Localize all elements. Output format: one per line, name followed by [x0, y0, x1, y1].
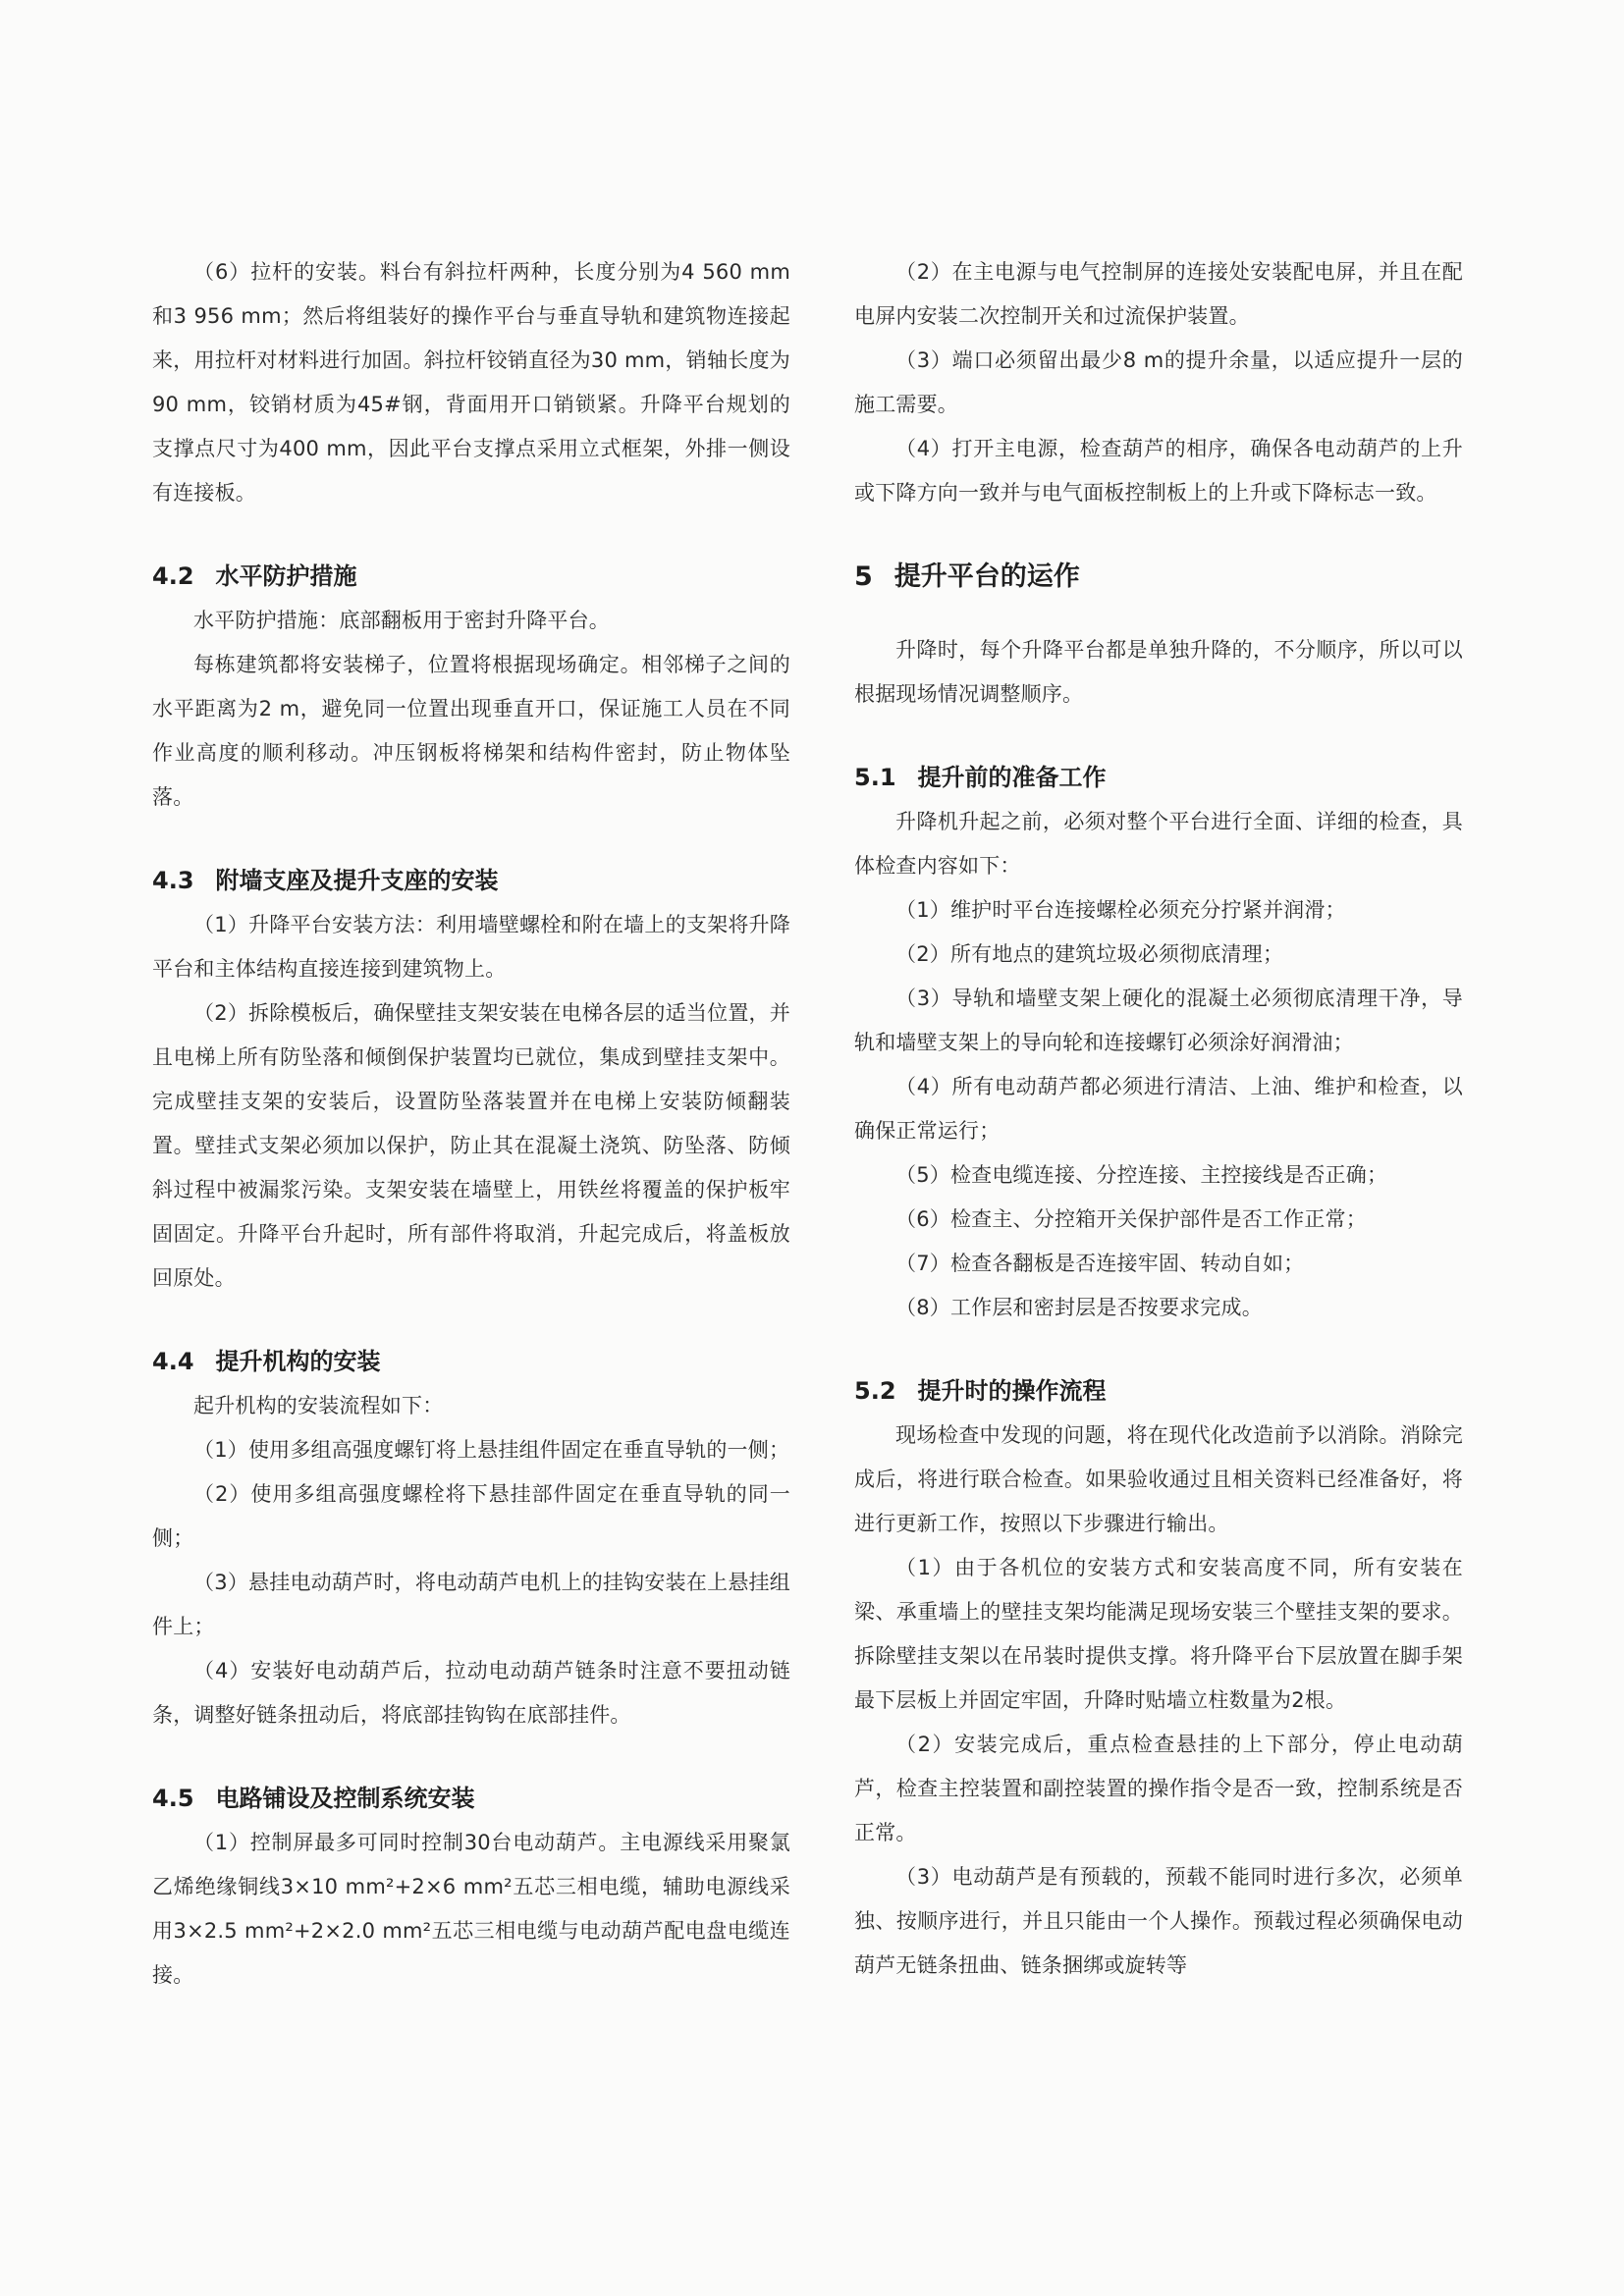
section-heading-5 [854, 555, 1463, 599]
section-number: 5.2 [854, 1377, 896, 1405]
paragraph-6-tie-rod-installation: （6）拉杆的安装。料台有斜拉杆两种，长度分别为4 560 mm和3 956 mm；然后将组装好的操作平台与垂直导轨和建筑物连接起来，用拉杆对材料进行加固。斜拉杆铰销直径为30 mm，销轴长度为90 mm，铰销材质为45#钢，背面用开口销锁紧。升降平台规划的支撑点尺寸为400 mm，因此平台支撑点采用立式框架，外排一侧设有连接板。 [152, 260, 790, 505]
paragraph-5-1-item-7: （7）检查各翻板是否连接牢固、转动自如； [895, 1252, 1305, 1275]
paragraph-inspection-intro: 升降机升起之前，必须对整个平台进行全面、详细的检查，具体检查内容如下： [854, 810, 1463, 878]
section-heading-4-5 [152, 1777, 790, 1821]
paragraph-5-2-item-1: （1）由于各机位的安装方式和安装高度不同，所有安装在梁、承重墙上的壁挂支架均能满足现场安装三个壁挂支架的要求。拆除壁挂支架以在吊装时提供支撑。将升降平台下层放置在脚手架最下层板上并固定牢固，升降时贴墙立柱数量为2根。 [854, 1556, 1463, 1712]
paragraph-hoist-intro: 起升机构的安装流程如下： [193, 1394, 444, 1417]
paragraph-lifting-order: 升降时，每个升降平台都是单独升降的，不分顺序，所以可以根据现场情况调整顺序。 [854, 638, 1463, 706]
section-title: 提升平台的运作 [893, 561, 1080, 592]
paragraph-5-2-item-2: （2）安装完成后，重点检查悬挂的上下部分，停止电动葫芦，检查主控装置和副控装置的操作指令是否一致，控制系统是否正常。 [854, 1733, 1463, 1844]
paragraph-horizontal-protection: 水平防护措施：底部翻板用于密封升降平台。 [193, 609, 610, 632]
section-heading-4-3 [152, 859, 790, 903]
paragraph-4-4-item-2: （2）使用多组高强度螺栓将下悬挂部件固定在垂直导轨的同一侧； [152, 1482, 790, 1550]
section-number: 5.1 [854, 764, 896, 791]
section-heading-4-4 [152, 1340, 790, 1384]
section-number: 4.4 [152, 1348, 194, 1375]
right-column [854, 250, 1463, 1988]
section-number: 5 [854, 561, 873, 592]
section-number: 4.5 [152, 1785, 194, 1812]
section-title: 水平防护措施 [215, 562, 357, 590]
section-title: 提升前的准备工作 [917, 764, 1107, 791]
section-heading-5-1 [854, 756, 1463, 800]
paragraph-5-2-item-3: （3）电动葫芦是有预载的，预载不能同时进行多次，必须单独、按顺序进行，并且只能由一个人操作。预载过程必须确保电动葫芦无链条扭曲、链条捆绑或旋转等 [854, 1865, 1463, 1977]
section-title: 提升时的操作流程 [917, 1377, 1107, 1405]
section-heading-4-2 [152, 555, 790, 599]
paragraph-ladders: 每栋建筑都将安装梯子，位置将根据现场确定。相邻梯子之间的水平距离为2 m，避免同一位置出现垂直开口，保证施工人员在不同作业高度的顺利移动。冲压钢板将梯架和结构件密封，防止物体坠落。 [152, 653, 790, 809]
paragraph-5-1-item-1: （1）维护时平台连接螺栓必须充分拧紧并润滑； [895, 898, 1346, 922]
paragraph-5-1-item-3: （3）导轨和墙壁支架上硬化的混凝土必须彻底清理干净，导轨和墙壁支架上的导向轮和连接螺钉必须涂好润滑油； [854, 987, 1463, 1054]
section-title: 电路铺设及控制系统安装 [215, 1785, 475, 1812]
paragraph-4-5-item-1: （1）控制屏最多可同时控制30台电动葫芦。主电源线采用聚氯乙烯绝缘铜线3×10 mm²+2×6 mm²五芯三相电缆，辅助电源线采用3×2.5 mm²+2×2.0 mm²五芯三相电缆与电动葫芦配电盘电缆连接。 [152, 1831, 790, 1987]
paragraph-5-1-item-2: （2）所有地点的建筑垃圾必须彻底清理； [895, 942, 1284, 966]
section-number: 4.2 [152, 562, 194, 590]
paragraph-4-5-item-4: （4）打开主电源，检查葫芦的相序，确保各电动葫芦的上升或下降方向一致并与电气面板控制板上的上升或下降标志一致。 [854, 437, 1463, 505]
section-title: 提升机构的安装 [215, 1348, 381, 1375]
left-column [152, 250, 790, 1998]
paragraph-5-1-item-4: （4）所有电动葫芦都必须进行清洁、上油、维护和检查，以确保正常运行； [854, 1075, 1463, 1143]
section-heading-5-2 [854, 1369, 1463, 1414]
paragraph-4-5-item-2: （2）在主电源与电气控制屏的连接处安装配电屏，并且在配电屏内安装二次控制开关和过流保护装置。 [854, 260, 1463, 328]
section-title: 附墙支座及提升支座的安装 [215, 867, 499, 894]
paragraph-5-1-item-6: （6）检查主、分控箱开关保护部件是否工作正常； [895, 1207, 1367, 1231]
paragraph-4-3-item-2: （2）拆除模板后，确保壁挂支架安装在电梯各层的适当位置，并且电梯上所有防坠落和倾倒保护装置均已就位，集成到壁挂支架中。完成壁挂支架的安装后，设置防坠落装置并在电梯上安装防倾翻装置。壁挂式支架必须加以保护，防止其在混凝土浇筑、防坠落、防倾斜过程中被漏浆污染。支架安装在墙壁上，用铁丝将覆盖的保护板牢固固定。升降平台升起时，所有部件将取消，升起完成后，将盖板放回原处。 [152, 1001, 790, 1290]
paragraph-4-3-item-1: （1）升降平台安装方法：利用墙壁螺栓和附在墙上的支架将升降平台和主体结构直接连接到建筑物上。 [152, 913, 790, 981]
paragraph-4-4-item-4: （4）安装好电动葫芦后，拉动电动葫芦链条时注意不要扭动链条，调整好链条扭动后，将底部挂钩钩在底部挂件。 [152, 1659, 790, 1727]
paragraph-4-5-item-3: （3）端口必须留出最少8 m的提升余量，以适应提升一层的施工需要。 [854, 348, 1463, 416]
paragraph-4-4-item-1: （1）使用多组高强度螺钉将上悬挂组件固定在垂直导轨的一侧； [193, 1438, 790, 1462]
paragraph-5-1-item-5: （5）检查电缆连接、分控连接、主控接线是否正确； [895, 1163, 1388, 1187]
paragraph-5-1-item-8: （8）工作层和密封层是否按要求完成。 [895, 1296, 1263, 1319]
paragraph-5-2-intro: 现场检查中发现的问题，将在现代化改造前予以消除。消除完成后，将进行联合检查。如果验收通过且相关资料已经准备好，将进行更新工作，按照以下步骤进行输出。 [854, 1423, 1463, 1535]
section-number: 4.3 [152, 867, 194, 894]
paragraph-4-4-item-3: （3）悬挂电动葫芦时，将电动葫芦电机上的挂钩安装在上悬挂组件上； [152, 1571, 790, 1638]
